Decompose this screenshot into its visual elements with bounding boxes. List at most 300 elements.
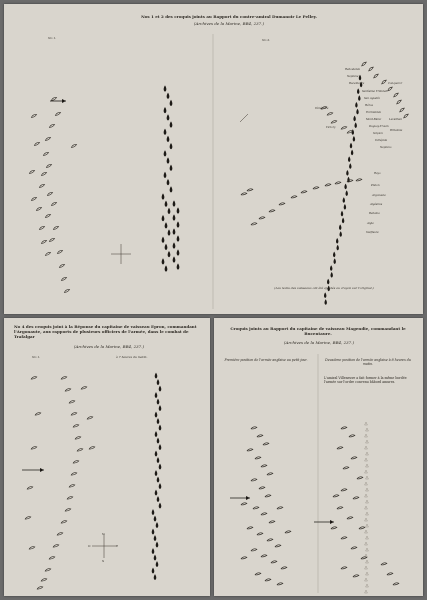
french-ship-icon [165,222,168,228]
french-ship-faint-icon [366,476,369,479]
french-ship-icon [333,252,335,258]
british-ship-icon [43,152,49,157]
french-ship-faint-icon [365,506,368,509]
top-source: (Archives de la Marine, BB4, 237.) [193,21,265,26]
ship-label: Santísima Trinidad [362,90,388,93]
french-ship-icon [167,114,170,120]
british-ship-icon [69,400,75,404]
french-ship-icon [164,172,167,178]
british-ship-icon [35,412,41,416]
ship-label: Leviathan [389,118,403,121]
british-ship-icon [241,556,247,559]
british-ship-icon [337,446,343,449]
french-ship-icon [162,215,165,221]
french-ship-icon [157,477,160,483]
british-ship-icon [81,386,87,390]
british-ship-icon [267,538,273,541]
french-ship-icon [173,256,176,262]
french-ship-icon [154,555,157,561]
british-ship-icon [67,496,73,500]
british-ship-icon [341,536,347,539]
british-ship-icon [279,202,285,205]
bottom-right-sheet [214,318,423,596]
french-ship-icon [168,208,171,214]
french-ship-icon [154,535,157,541]
british-ship-icon [61,376,67,380]
british-ship-icon [47,192,53,197]
british-ship-icon [41,172,47,177]
british-ship-icon [27,486,33,490]
french-ship-icon [167,93,170,99]
british-ship-icon [73,424,79,428]
british-ship-icon [31,197,37,202]
french-ship-icon [177,221,180,227]
british-ship-icon [361,556,367,559]
french-ship-icon [155,490,158,496]
french-ship-icon [325,299,327,305]
british-ship-icon [269,209,275,212]
british-ship-icon [399,107,405,112]
french-ship-faint-icon [365,422,368,425]
british-ship-icon [351,456,357,459]
british-ship-icon [281,566,287,569]
british-ship-icon [65,508,71,512]
ship-label: Héros [365,104,373,107]
british-ship-icon [87,416,93,420]
british-ship-icon [39,184,45,189]
british-ship-icon [265,578,271,581]
french-ship-faint-icon [366,488,369,491]
british-ship-icon [241,502,247,505]
british-ship-icon [51,202,57,207]
french-ship-icon [152,529,155,535]
british-ship-icon [331,526,337,529]
bottom-left-map [4,318,210,596]
british-ship-icon [393,582,399,585]
british-ship-icon [261,512,267,515]
british-ship-icon [387,86,393,91]
british-ship-icon [403,113,409,118]
french-ship-faint-icon [365,566,368,569]
french-ship-icon [353,136,355,142]
british-ship-icon [37,586,43,590]
british-ship-icon [41,240,47,245]
french-ship-icon [156,542,159,548]
british-ship-icon [335,181,341,184]
british-ship-icon [331,120,337,124]
french-ship-icon [155,373,158,379]
ship-label: Téméraire [315,107,329,110]
top-fig2-label: No 2. [262,38,271,42]
french-ship-faint-icon [366,572,369,575]
british-ship-icon [73,460,79,464]
british-ship-icon [41,578,47,582]
bottom-left-sheet [4,318,210,596]
british-ship-icon [313,186,319,189]
british-ship-icon [75,436,81,440]
french-ship-icon [173,242,176,248]
british-ship-icon [251,548,257,551]
french-ship-faint-icon [366,536,369,539]
french-ship-icon [167,136,170,142]
british-ship-icon [247,526,253,529]
british-ship-icon [71,412,77,416]
top-sheet [4,4,423,314]
ship-label: Redoutable [345,68,360,71]
british-ship-icon [49,556,55,560]
british-ship-icon [65,388,71,392]
french-ship-icon [155,470,158,476]
compass-s: S [102,559,105,563]
br-title: Croquis joints au Rapport du capitaine de vaisseau Magendie, commandant le Bucentaure. [230,326,406,336]
french-ship-icon [340,231,342,237]
french-ship-icon [173,228,176,234]
british-ship-icon [53,226,59,231]
british-ship-icon [255,572,261,575]
french-ship-icon [343,197,345,203]
french-ship-icon [155,412,158,418]
french-ship-icon [336,238,338,244]
ship-label: Algésiras [370,203,383,206]
british-ship-icon [261,464,267,467]
british-ship-icon [51,97,57,102]
french-ship-faint-icon [365,542,368,545]
british-ship-icon [285,530,291,533]
french-ship-icon [344,204,346,210]
br-source: (Archives de la Marine, BB4, 237.) [283,340,355,345]
french-ship-icon [165,201,168,207]
french-ship-icon [353,116,355,122]
british-ship-icon [341,426,347,429]
british-ship-icon [347,516,353,519]
ship-label: San Agustín [364,97,380,100]
french-ship-faint-icon [365,434,368,437]
british-ship-icon [25,516,31,520]
french-ship-icon [344,184,346,190]
british-ship-icon [353,574,359,577]
british-ship-icon [269,520,275,523]
british-ship-icon [49,238,55,243]
ship-label: Aigle [367,222,374,225]
british-ship-icon [267,472,273,475]
french-ship-faint-icon [365,446,368,449]
british-ship-icon [247,448,253,451]
british-ship-icon [45,568,51,572]
british-ship-icon [263,442,269,445]
british-ship-icon [341,126,347,130]
french-ship-faint-icon [365,590,368,593]
french-ship-icon [167,179,170,185]
british-ship-icon [251,478,257,481]
french-ship-icon [165,265,168,271]
british-ship-icon [251,222,257,225]
ship-label: Bucentaure [349,82,365,85]
british-ship-icon [55,112,61,117]
british-ship-icon [381,562,387,565]
french-ship-icon [157,418,160,424]
french-ship-faint-icon [365,530,368,533]
top-note: (Les noms des vaisseaux ont été ajoutés au crayon sur l'original.) [274,286,374,290]
french-ship-icon [170,100,173,106]
british-ship-icon [29,170,35,175]
french-ship-icon [168,251,171,257]
ship-label: Victory [326,126,336,129]
french-ship-icon [157,496,160,502]
french-ship-icon [327,279,329,285]
french-ship-faint-icon [366,560,369,563]
french-ship-faint-icon [365,494,368,497]
british-ship-icon [359,526,365,529]
british-ship-icon [29,546,35,550]
french-ship-icon [358,95,360,101]
ship-label: Neptune [347,75,359,78]
compass-n: N [102,532,105,536]
br-right-caption: Deuxième position de l'armée anglaise à 8 heures du matin. [325,358,411,366]
british-ship-icon [271,560,277,563]
british-ship-icon [34,142,40,147]
french-ship-faint-icon [366,512,369,515]
british-ship-icon [31,114,37,119]
french-ship-icon [341,211,343,217]
french-ship-icon [159,425,162,431]
compass-w: O [88,544,91,548]
ship-label: Britannia [390,129,403,132]
british-ship-icon [251,426,257,429]
ship-label: Mont-Blanc [366,118,382,121]
british-ship-icon [291,195,297,198]
ship-label: Intrépide [375,139,388,142]
british-ship-icon [333,494,339,497]
french-ship-icon [156,561,159,567]
british-ship-icon [259,486,265,489]
british-ship-icon [57,532,63,536]
british-ship-icon [349,434,355,437]
french-ship-icon [152,548,155,554]
french-ship-icon [170,186,173,192]
wind-arrow-head-icon [62,99,66,103]
french-ship-icon [355,102,357,108]
british-ship-icon [46,164,52,169]
french-ship-icon [155,392,158,398]
french-ship-icon [324,292,326,298]
british-ship-icon [31,376,37,380]
french-ship-icon [330,265,332,271]
french-ship-icon [164,85,167,91]
french-ship-icon [170,121,173,127]
french-ship-icon [177,263,180,269]
french-ship-icon [170,143,173,149]
french-ship-icon [155,431,158,437]
ship-label: Pluton [371,184,380,187]
british-ship-icon [257,532,263,535]
wind-arrow-head-icon [246,496,250,500]
british-ship-icon [353,496,359,499]
french-ship-icon [152,568,155,574]
french-ship-faint-icon [366,440,369,443]
top-title: Nos 1 et 2 des croquis joints au Rapport du contre-amiral Dumanoir Le Pelley. [141,14,317,19]
british-ship-icon [301,190,307,193]
ship-label: Scipion [373,132,383,135]
british-ship-icon [357,476,363,479]
british-ship-icon [351,546,357,549]
french-ship-icon [357,88,359,94]
french-ship-icon [170,165,173,171]
top-map [4,4,423,314]
french-ship-icon [346,170,348,176]
french-ship-icon [154,516,157,522]
french-ship-icon [157,379,160,385]
french-ship-icon [177,207,180,213]
french-ship-faint-icon [366,524,369,527]
british-ship-icon [343,466,349,469]
british-ship-icon [261,554,267,557]
british-ship-icon [341,566,347,569]
british-ship-icon [77,448,83,452]
french-ship-icon [359,75,361,81]
ship-label: Conqueror [388,82,403,85]
british-ship-icon [368,66,374,71]
french-ship-icon [349,163,351,169]
ship-label: Neptuno [380,146,392,149]
french-ship-faint-icon [366,428,369,431]
french-ship-icon [355,122,357,128]
french-ship-icon [167,157,170,163]
wind-arrow-head-icon [330,520,334,524]
french-ship-icon [342,218,344,224]
british-ship-icon [39,226,45,231]
french-ship-icon [350,143,352,149]
british-ship-icon [341,488,347,491]
british-ship-icon [255,456,261,459]
british-ship-icon [265,494,271,497]
french-ship-faint-icon [366,500,369,503]
british-ship-icon [356,178,362,181]
french-ship-icon [159,444,162,450]
british-ship-icon [61,520,67,524]
british-ship-icon [253,506,259,509]
ship-label: Rayo [374,172,381,175]
french-ship-faint-icon [366,464,369,467]
french-ship-faint-icon [365,458,368,461]
french-ship-icon [331,272,333,278]
french-ship-icon [356,109,358,115]
french-ship-icon [334,258,336,264]
french-ship-icon [155,451,158,457]
bl-source: (Archives de la Marine, BB4, 237.) [73,344,145,349]
british-ship-icon [325,183,331,186]
british-ship-icon [393,92,399,97]
ship-label: Bahama [369,212,380,215]
british-ship-icon [59,264,65,269]
british-ship-icon [71,472,77,476]
marker-icon [240,114,248,122]
french-ship-icon [157,457,160,463]
british-ship-icon [275,544,281,547]
french-ship-icon [164,129,167,135]
french-ship-icon [337,245,339,251]
french-ship-icon [152,509,155,515]
british-ship-icon [381,79,387,84]
british-ship-icon [49,124,55,129]
french-ship-icon [177,235,180,241]
french-ship-icon [351,150,353,156]
british-ship-icon [64,289,70,294]
bl-title: No 4 des croquis joint à la Réponse du capitaine de vaisseau Epron, commandant l'Argonaute, aux rapports de plusieurs officiers de l'armée, dans le combat de Trafalgar [14,324,197,339]
french-ship-icon [159,503,162,509]
british-ship-icon [387,572,393,575]
french-ship-icon [162,237,165,243]
british-ship-icon [61,277,67,282]
british-ship-icon [259,216,265,219]
british-ship-icon [361,61,367,66]
french-ship-icon [339,224,341,230]
french-ship-faint-icon [365,482,368,485]
french-ship-faint-icon [365,470,368,473]
top-fig1-label: No 1. [48,36,57,40]
french-ship-icon [164,107,167,113]
french-ship-icon [348,156,350,162]
french-ship-faint-icon [365,518,368,521]
br-right-note: L'amiral Villeneuve a fait former à la même bordée l'armée sur l'ordre convenu bâbord amures. [324,376,407,384]
bl-fig-label: No 1. [32,355,41,359]
french-ship-icon [168,229,171,235]
french-ship-icon [159,464,162,470]
french-ship-icon [159,483,162,489]
french-ship-icon [157,399,160,405]
british-ship-icon [337,506,343,509]
ship-label: Argonaute [372,194,386,197]
french-ship-icon [157,438,160,444]
french-ship-icon [162,258,165,264]
ship-label: Formidable [366,111,381,114]
french-ship-icon [173,200,176,206]
british-ship-icon [241,192,247,195]
british-ship-icon [373,73,379,78]
british-ship-icon [45,137,51,142]
british-ship-icon [257,434,263,437]
french-ship-icon [165,244,168,250]
french-ship-icon [173,214,176,220]
british-ship-icon [327,112,333,116]
british-ship-icon [69,484,75,488]
british-ship-icon [31,446,37,450]
french-ship-icon [177,249,180,255]
br-left-caption: Première position de l'armée anglaise au petit jour. [224,358,308,362]
british-ship-icon [53,544,59,548]
british-ship-icon [277,506,283,509]
french-ship-icon [154,574,157,580]
british-ship-icon [277,582,283,585]
french-ship-icon [159,386,162,392]
compass-e: E [116,544,119,548]
british-ship-icon [396,99,402,104]
french-ship-icon [159,405,162,411]
british-ship-icon [57,250,63,255]
ship-label: Swiftsure [366,231,379,234]
french-ship-icon [164,150,167,156]
bl-time-label: à 7 heures du matin. [116,355,148,359]
ship-label: Duguay-Trouin [369,125,389,128]
french-ship-faint-icon [365,578,368,581]
british-ship-icon [36,207,42,212]
british-ship-icon [71,144,77,149]
french-ship-faint-icon [366,452,369,455]
british-ship-icon [45,252,51,257]
wind-arrow-head-icon [40,468,44,472]
british-ship-icon [89,446,95,450]
french-ship-faint-icon [366,548,369,551]
french-ship-icon [162,193,165,199]
